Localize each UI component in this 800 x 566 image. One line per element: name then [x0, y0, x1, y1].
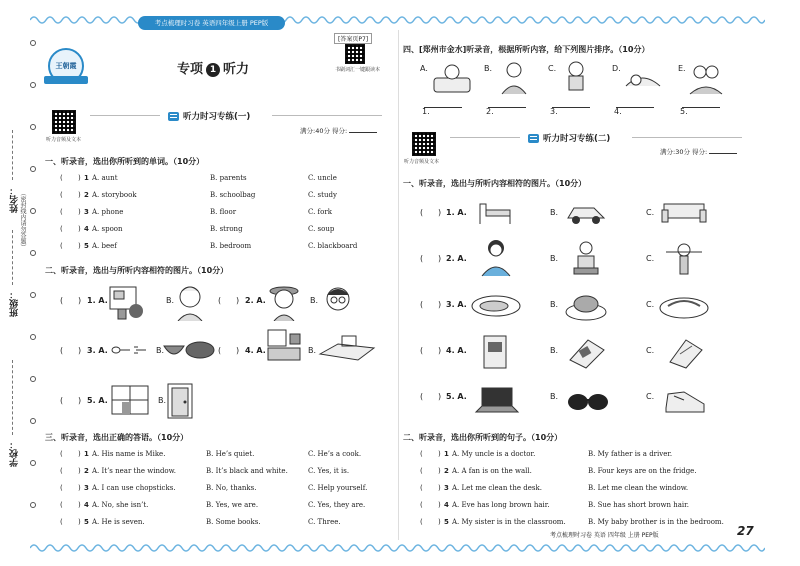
- answer-paren: ): [438, 208, 442, 217]
- option-a: A. spoon: [92, 225, 123, 233]
- answer-paren[interactable]: (: [420, 346, 424, 355]
- question-number: 5: [84, 242, 89, 250]
- s2-q1-title: 一、听录音，选出与所听内容相符的图片。（10分）: [403, 179, 587, 188]
- answer-paren-close: ): [438, 501, 441, 509]
- answer-paren[interactable]: (: [420, 208, 424, 217]
- answer-paren[interactable]: (: [60, 208, 63, 216]
- qr-code-icon[interactable]: [345, 44, 365, 64]
- question-number: 2: [84, 467, 89, 475]
- laptop-image: [474, 386, 520, 416]
- noodles-plate-image: [658, 290, 710, 322]
- s1-q3-title: 三、听录音，选出正确的答语。（10分）: [45, 433, 189, 442]
- option-a: A. Eve has long brown hair.: [452, 501, 550, 509]
- answer-paren[interactable]: (: [60, 501, 63, 509]
- page-title: 专项 1 听力: [177, 62, 250, 77]
- sofa-image: [660, 200, 708, 226]
- answer-paren[interactable]: (: [420, 484, 423, 492]
- answer-paren-close: ): [438, 484, 441, 492]
- section-rule: [450, 137, 520, 138]
- question-number: 3: [444, 484, 449, 492]
- s2-q4-title: 四、[郑州市金水]听录音，根据所听内容，给下列图片排序。（10分）: [403, 45, 650, 54]
- option-b: B. My father is a driver.: [588, 450, 673, 458]
- question-number: 1: [444, 450, 449, 458]
- school-books-image: [566, 336, 608, 370]
- answer-paren-close: ): [78, 208, 81, 216]
- answer-paren-close: ): [438, 467, 441, 475]
- option-b: B. floor: [210, 208, 237, 216]
- question-number: 2: [444, 467, 449, 475]
- boy-glasses-image: [322, 283, 354, 321]
- girl-teacher-image: [476, 238, 516, 278]
- option-c: C. soup: [308, 225, 335, 233]
- option-b: B. strong: [210, 225, 243, 233]
- section-rule: [632, 137, 742, 138]
- answer-paren[interactable]: (: [420, 467, 423, 475]
- section-rule: [90, 115, 160, 116]
- option-b: B. Some books.: [206, 518, 261, 526]
- option-a: A. storybook: [92, 191, 137, 199]
- option-a: A. It’s near the window.: [92, 467, 177, 475]
- answer-paren: ): [438, 300, 442, 309]
- section2-heading: 听力时习专练(二): [528, 132, 610, 144]
- s1-q2-title: 二、听录音，选出与所听内容相符的图片。（10分）: [45, 266, 229, 275]
- answer-paren-close: ): [78, 191, 81, 199]
- option-label: B.: [550, 300, 559, 309]
- answer-paren[interactable]: (: [60, 242, 63, 250]
- school-label: 学校：: [10, 440, 20, 467]
- page-number: 27: [737, 524, 754, 538]
- option-c: C. Three.: [308, 518, 341, 526]
- option-b: B. bedroom: [210, 242, 252, 250]
- food-bowls-image: [162, 336, 218, 362]
- question-number: 3: [84, 484, 89, 492]
- answer-paren[interactable]: (: [420, 254, 424, 263]
- answer-paren-close: ): [438, 450, 441, 458]
- question-number: 3: [84, 208, 89, 216]
- answer-paren-close: ): [78, 242, 81, 250]
- headphones-icon: [168, 112, 179, 121]
- section2-score: 满分:30分 得分:: [660, 147, 737, 156]
- question-number: 5: [444, 518, 449, 526]
- window-image: [108, 384, 152, 418]
- option-a: A. I can use chopsticks.: [92, 484, 176, 492]
- answer-paren-close: ): [78, 174, 81, 182]
- answer-paren-close: ): [78, 450, 81, 458]
- option-c: C. Yes, they are.: [308, 501, 366, 509]
- girl-reading-image: [496, 60, 532, 96]
- answer-paren[interactable]: (: [60, 225, 63, 233]
- answer-paren[interactable]: (: [420, 450, 423, 458]
- answer-paren[interactable]: (: [420, 501, 423, 509]
- page-divider: [398, 30, 399, 540]
- s2-q2-title: 二、听录音，选出你所听到的句子。（10分）: [403, 433, 563, 442]
- page-footer: 考点梳理时习卷 英语 四年级 上册 PEP版: [550, 532, 659, 539]
- option-a: A. My sister is in the classroom.: [452, 518, 566, 526]
- answer-paren-close: ): [78, 501, 81, 509]
- headphones-icon: [528, 134, 539, 143]
- option-label: 2. A.: [446, 254, 467, 263]
- option-a: A. A fan is on the wall.: [452, 467, 532, 475]
- option-a: A. beef: [92, 242, 117, 250]
- option-b: B. It’s black and white.: [206, 467, 288, 475]
- class-line: [12, 230, 13, 285]
- option-label: C.: [646, 392, 655, 401]
- question-number: 1: [84, 174, 89, 182]
- cooking-kitchen-image: [106, 283, 150, 321]
- option-label: 5. A.: [446, 392, 467, 401]
- chicken-plate-image: [564, 290, 608, 322]
- s1-q1-title: 一、听录音，选出你所听到的单词。（10分）: [45, 157, 205, 166]
- option-label: B.: [550, 254, 559, 263]
- child-sleeping-image: [622, 60, 664, 96]
- answer-page-tag: [答案页P7]: [334, 33, 372, 44]
- question-number: 4: [84, 225, 89, 233]
- qr-left-caption: 听力音频及文本: [46, 137, 82, 143]
- bathtub-image: [432, 60, 472, 96]
- fish-plate-image: [470, 290, 522, 322]
- spoon-fork-image: [108, 338, 148, 360]
- option-a: A. His name is Mike.: [92, 450, 166, 458]
- answer-paren-close: ): [78, 484, 81, 492]
- section1-score: 满分:40分 得分:: [300, 126, 377, 135]
- cook-chef-image: [174, 283, 206, 321]
- toy-car-image: [564, 198, 608, 228]
- answer-paren[interactable]: (: [420, 300, 424, 309]
- option-label: B.: [550, 392, 559, 401]
- qr-code-icon[interactable]: [52, 110, 76, 134]
- sunglasses-image: [566, 390, 610, 412]
- answer-paren[interactable]: (: [420, 392, 424, 401]
- option-b: B. Let me clean the window.: [588, 484, 689, 492]
- bottom-wave-border: [30, 542, 765, 554]
- option-label: 1. A.: [446, 208, 467, 217]
- name-label: 姓名：: [10, 186, 20, 213]
- chef-cooking-image: [568, 238, 604, 278]
- school-line: [12, 360, 13, 435]
- option-a: A. aunt: [92, 174, 118, 182]
- section-rule: [272, 115, 382, 116]
- option-b: B. parents: [210, 174, 247, 182]
- answer-paren[interactable]: (: [60, 467, 63, 475]
- option-c: C. Yes, it is.: [308, 467, 350, 475]
- answer-paren-close: ): [78, 225, 81, 233]
- question-number: 5: [84, 518, 89, 526]
- name-line: [12, 130, 13, 180]
- qr-code-icon[interactable]: [412, 132, 436, 156]
- option-b: B. Four keys are on the fridge.: [588, 467, 697, 475]
- binding-margin: [0, 0, 34, 566]
- option-a: A. Let me clean the desk.: [452, 484, 542, 492]
- answer-paren-close: ): [78, 518, 81, 526]
- answer-paren[interactable]: (: [60, 484, 63, 492]
- notebook-image: [666, 336, 706, 370]
- answer-paren: ): [438, 254, 442, 263]
- question-number: 4: [84, 501, 89, 509]
- qr-right-caption: 听力音频及文本: [404, 159, 440, 165]
- option-b: B. Yes, we are.: [206, 501, 259, 509]
- sneaker-image: [662, 386, 708, 416]
- bed-image: [476, 196, 514, 230]
- binding-holes: [30, 40, 36, 540]
- option-label: 4. A.: [446, 346, 467, 355]
- option-label: C.: [646, 346, 655, 355]
- option-label: C.: [646, 208, 655, 217]
- brand-logo: 王朝霞: [44, 48, 88, 86]
- seal-note: （密封线内请勿答题）: [19, 190, 26, 250]
- family-image: [688, 60, 724, 96]
- book-image: [480, 334, 510, 372]
- header-banner: 考点梳理时习卷 英语四年级上册 PEP版: [138, 16, 285, 30]
- option-label: 3. A.: [446, 300, 467, 309]
- option-b: B. Sue has short brown hair.: [588, 501, 689, 509]
- option-a: A. phone: [92, 208, 124, 216]
- girl-hat-image: [268, 283, 300, 321]
- option-b: B. schoolbag: [210, 191, 256, 199]
- option-c: C. Help yourself.: [308, 484, 368, 492]
- option-b: B. He’s quiet.: [206, 450, 255, 458]
- answer-paren[interactable]: (: [60, 191, 63, 199]
- answer-paren-close: ): [78, 467, 81, 475]
- boy-standing-image: [558, 60, 594, 96]
- option-c: C. blackboard: [308, 242, 358, 250]
- farmer-image: [664, 238, 704, 278]
- option-label: B.: [550, 346, 559, 355]
- option-c: C. study: [308, 191, 337, 199]
- question-number: 2: [84, 191, 89, 199]
- option-a: A. He is seven.: [92, 518, 145, 526]
- qr-top-caption: 书刷词汇一键跟读本: [335, 67, 381, 73]
- door-image: [164, 382, 196, 420]
- option-a: A. My uncle is a doctor.: [452, 450, 536, 458]
- option-label: B.: [550, 208, 559, 217]
- section1-heading: 听力时习专练(一): [168, 110, 250, 122]
- living-room-image: [262, 328, 310, 364]
- option-label: C.: [646, 300, 655, 309]
- option-label: C.: [646, 254, 655, 263]
- question-number: 4: [444, 501, 449, 509]
- option-a: A. No, she isn’t.: [92, 501, 149, 509]
- bedroom-table-image: [318, 330, 376, 364]
- option-c: C. He’s a cook.: [308, 450, 362, 458]
- answer-paren[interactable]: (: [60, 174, 63, 182]
- class-label: 班级：: [10, 290, 20, 317]
- option-b: B. No, thanks.: [206, 484, 257, 492]
- answer-paren-close: ): [438, 518, 441, 526]
- worksheet-page: 考点梳理时习卷 英语四年级上册 PEP版 姓名： 班级： 学校： （密封线内请勿答题） 王朝霞 [答案页P7] 书刷词汇一键跟读本 专项 1 听力 听力音频及文本 听力时习专练(一) 满分:40分 得分: 一、听录音，选出你所听到的单词。（10分） ( ) 1 A. aunt B. parents C. uncle ( ) 2 A. storybook B. schoolbag C. study ( ) 3 A. phone B. floor C. fork ( ) 4 A. spoon B. strong C. soup ( ) 5 A. beef B. bedroom C. blackboard 二、听录音，选出与所听内容相符的图片。（10分） ( ) 1. A. B. ( ) 2. A. B. ( ) 3. A. B. ( ) 4. A. B. ( ) 5. A. B. 三、听录音，选出正确的答语。（10分） ( ) 1 A. His name is Mike. B. He’s quiet. C. He’s a cook. ( ) 2 A. It’s near the window. B. It’s black and white. C. Yes, it is. ( ) 3 A. I can use chopsticks. B. No, thanks. C. Help yourself. ( ) 4 A. No, she isn’t. B. Yes, we are. C. Yes, they are. ( ) 5 A. He is seven. B. Some books. C. Three. 四、[郑州市金水]听录音，根据所听内容，给下列图片排序。（10分） A. B. C. D. E. 1. 2. 3. 4. 5. 听力音频及文本 听力时习专练(二) 满分:30分 得分: 一、听录音，选出与所听内容相符的图片。（10分） ( ) 1. A. B. C. ( ) 2. A. B. C. ( ) 3. A. B. C. ( ) 4. A. B. C. ( ) 5. A. B. C. 二、听录音，选出你所听到的句子。（10分） ( ) 1 A. My uncle is a doctor. B. My father is a driver. ( ) 2 A. A fan is on the wall. B. Four keys are on the fridge. ( ) 3 A. Let me clean the desk. B. Let me clean the window. ( ) 4 A. Eve has long brown hair. B. Sue has short brown hair. ( ) 5 A. My sister is in the classroom. B. My baby brother is in the bedroom. 考点梳理时习卷 英语 四年级 上册 PEP版 27: [0, 0, 800, 566]
- answer-paren: ): [438, 346, 442, 355]
- answer-paren[interactable]: (: [60, 450, 63, 458]
- option-c: C. fork: [308, 208, 332, 216]
- answer-paren[interactable]: (: [420, 518, 423, 526]
- answer-paren[interactable]: (: [60, 518, 63, 526]
- question-number: 1: [84, 450, 89, 458]
- option-b: B. My baby brother is in the bedroom.: [588, 518, 724, 526]
- option-c: C. uncle: [308, 174, 337, 182]
- answer-paren: ): [438, 392, 442, 401]
